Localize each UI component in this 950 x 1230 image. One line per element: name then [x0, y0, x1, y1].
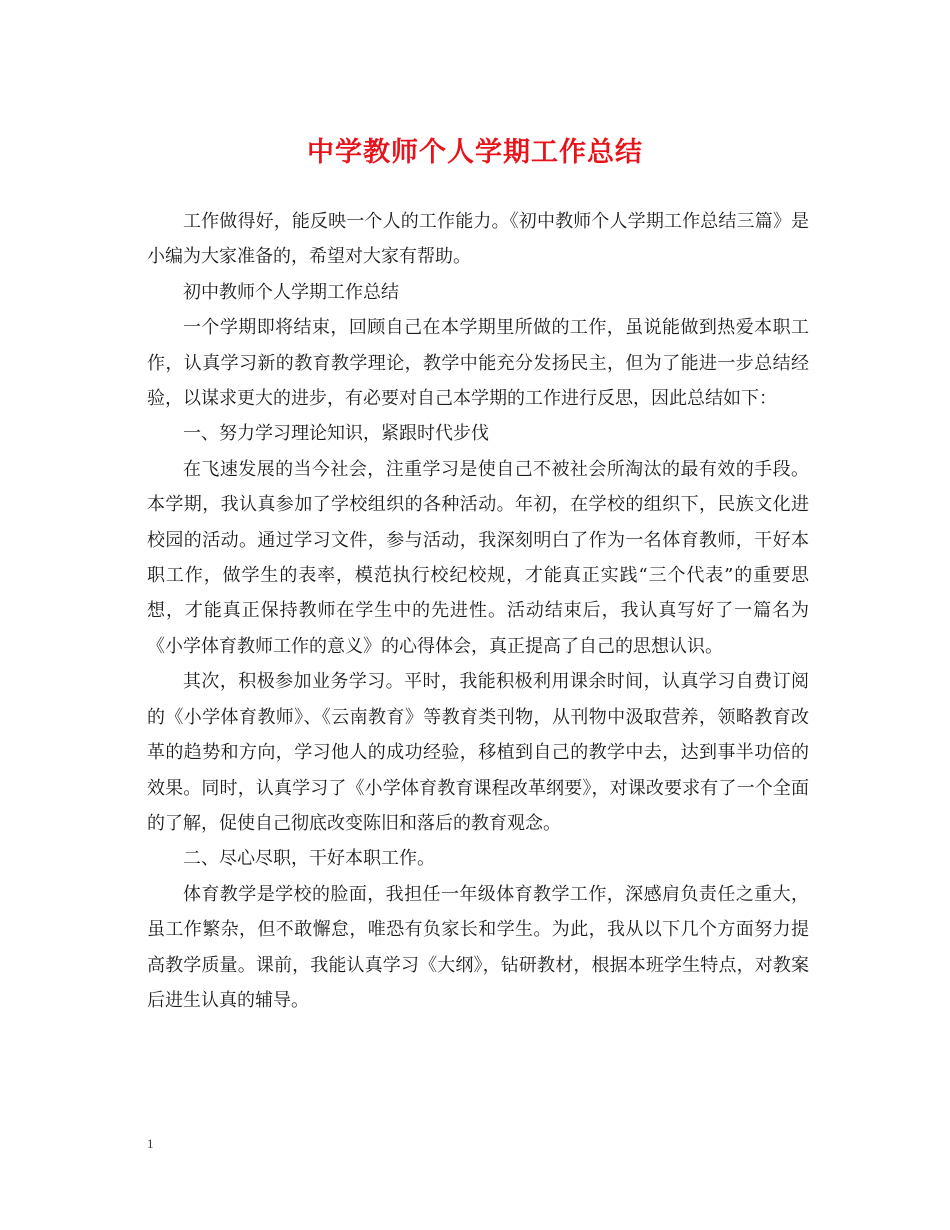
document-title: 中学教师个人学期工作总结: [307, 137, 643, 168]
section-heading-2: 二、尽心尽职，干好本职工作。: [183, 848, 435, 870]
paragraph-opening: 一个学期即将结束，回顾自己在本学期里所做的工作，虽说能做到热爱本职工作，认真学习新的教育教学理论，教学中能充分发扬民主，但为了能进一步总结经验，以谋求更大的进步，有必要对自己本学期的工作进行反思，因此总结如下：: [147, 317, 809, 410]
paragraph-study-activities: 在飞速发展的当今社会，注重学习是使自己不被社会所淘汰的最有效的手段。本学期，我认真参加了学校组织的各种活动。年初，在学校的组织下，民族文化进校园的活动。通过学习文件，参与活动，我深刻明白了作为一名体育教师，干好本职工作，做学生的表率，模范执行校纪校规，才能真正实践“三个代表”的重要思想，才能真正保持教师在学生中的先进性。活动结束后，我认真写好了一篇名为《小学体育教师工作的意义》的心得体会，真正提高了自己的思想认识。: [147, 458, 809, 657]
document-body: [147, 204, 809, 1018]
page-number: 1: [147, 1136, 154, 1151]
paragraph-teaching-work: 体育教学是学校的脸面，我担任一年级体育教学工作，深感肩负责任之重大，虽工作繁杂，但不敢懈怠，唯恐有负家长和学生。为此，我从以下几个方面努力提高教学质量。课前，我能认真学习《大纲》，钻研教材，根据本班学生特点，对教案后进生认真的辅导。: [147, 883, 809, 1011]
section-heading-1: 一、努力学习理论知识，紧跟时代步伐: [183, 423, 489, 445]
paragraph-professional-study: 其次，积极参加业务学习。平时，我能积极利用课余时间，认真学习自费订阅的《小学体育教师》、《云南教育》等教育类刊物，从刊物中汲取营养，领略教育改革的趋势和方向，学习他人的成功经验，移植到自己的教学中去，达到事半功倍的效果。同时，认真学习了《小学体育教育课程改革纲要》，对课改要求有了一个全面的了解，促使自己彻底改变陈旧和落后的教育观念。: [147, 671, 809, 834]
paragraph-subtitle: 初中教师个人学期工作总结: [183, 281, 399, 303]
paragraph-intro: 工作做得好，能反映一个人的工作能力。《初中教师个人学期工作总结三篇》是小编为大家准备的，希望对大家有帮助。: [147, 211, 809, 268]
